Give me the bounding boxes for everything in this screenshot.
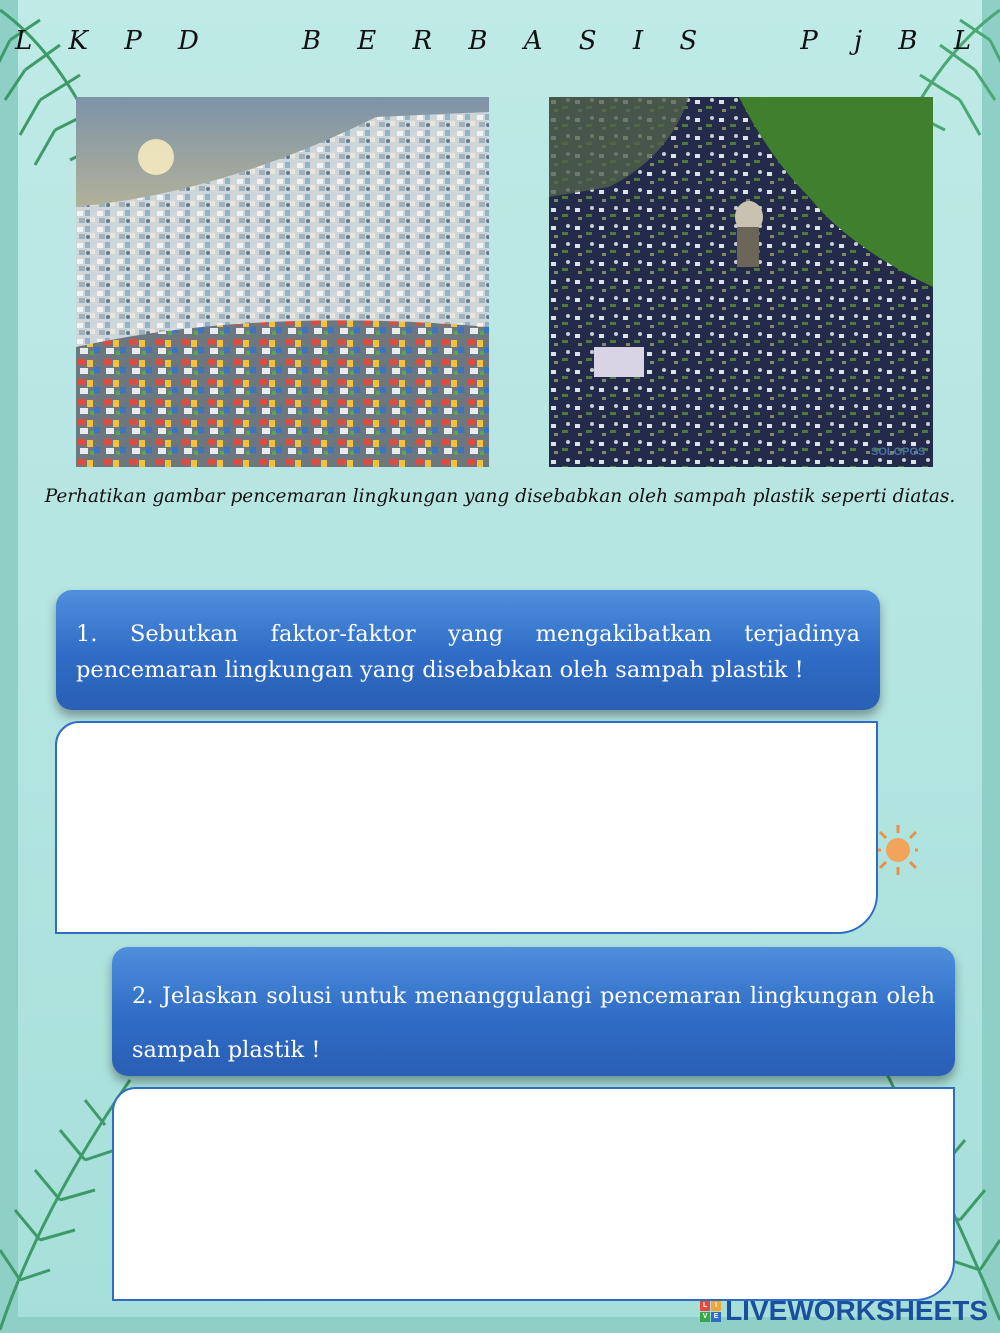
answer-2-input[interactable]	[114, 1089, 953, 1299]
answer-1-input[interactable]	[57, 723, 876, 932]
liveworksheets-logo-icon: L I V E	[700, 1301, 721, 1322]
question-1-box	[56, 590, 880, 710]
brand-name: LIVEWORKSHEETS	[725, 1295, 988, 1326]
question-2-text: 2. Jelaskan solusi untuk menanggulangi pencemaran lingkungan oleh sampah plastik !	[132, 983, 935, 1063]
answer-1-box[interactable]	[55, 721, 878, 934]
question-2-box	[112, 947, 955, 1076]
polluted-river-photo	[549, 97, 933, 467]
solopos-watermark: SOLOPOS	[871, 446, 926, 458]
page-title: L K P D B E R B A S I S P j B L	[15, 26, 985, 56]
answer-2-box[interactable]	[112, 1087, 955, 1301]
photo-caption: Perhatikan gambar pencemaran lingkungan yang disebabkan oleh sampah plastik seperti diatas.	[44, 486, 956, 507]
liveworksheets-brand[interactable]	[700, 1295, 988, 1327]
plastic-landfill-photo	[76, 97, 489, 467]
question-1-text: 1. Sebutkan faktor-faktor yang mengakibatkan terjadinya pencemaran lingkungan yang disebabkan oleh sampah plastik !	[76, 621, 860, 683]
